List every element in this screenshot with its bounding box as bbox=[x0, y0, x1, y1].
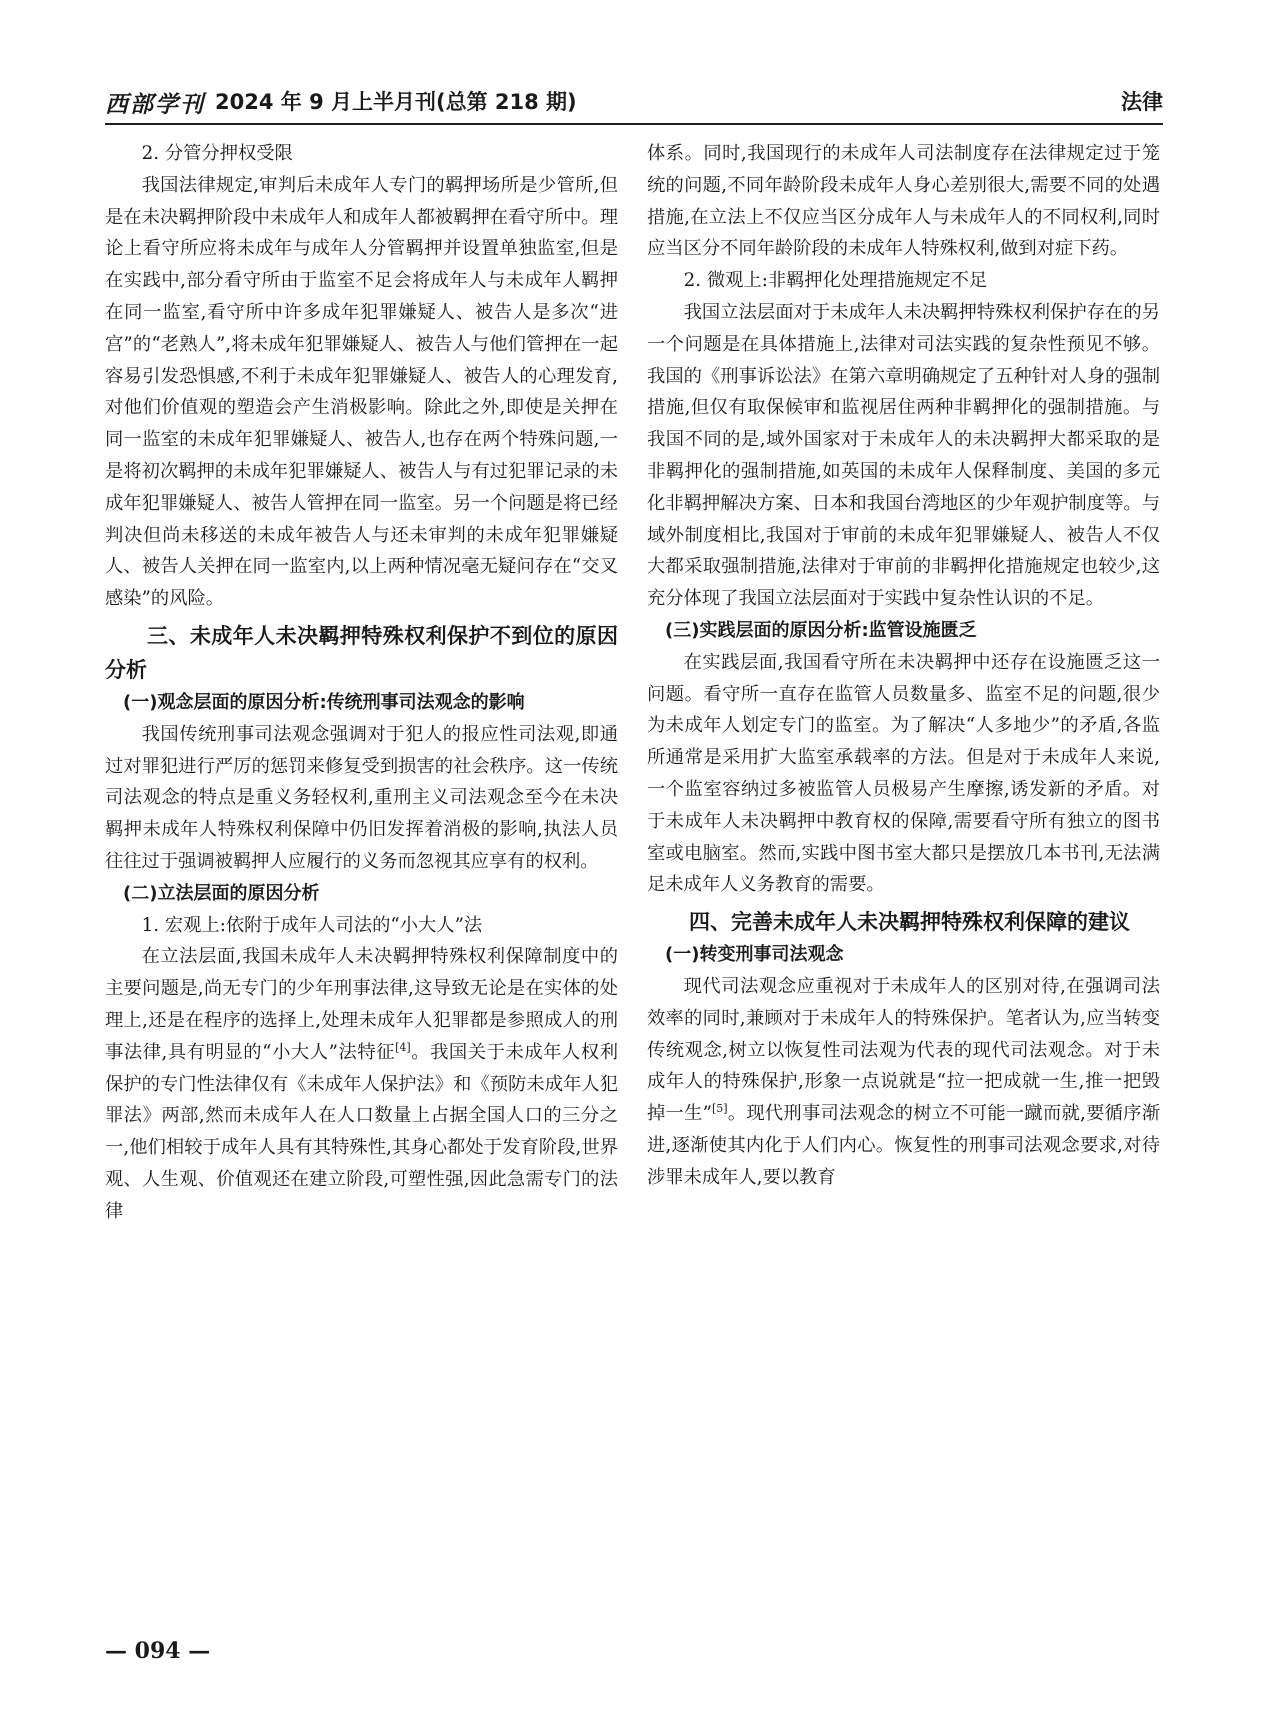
paragraph-text: 现代司法观念应重视对于未成年人的区别对待,在强调司法效率的同时,兼顾对于未成年人的特殊保护。笔者认为,应当转变传统观念,树立以恢复性司法观为代表的现代司法观念。对于未成年人的特殊保护,形象一点说就是“拉一把成就一生,推一把毁掉一生” bbox=[647, 975, 1160, 1125]
paragraph bbox=[105, 941, 618, 1227]
paragraph: 我国立法层面对于未成年人未决羁押特殊权利保护存在的另一个问题是在具体措施上,法律对司法实践的复杂性预见不够。我国的《刑事诉讼法》在第六章明确规定了五种针对人身的强制措施,但仅有取保候审和监视居住两种非羁押化的强制措施。与我国不同的是,域外国家对于未成年人的未决羁押大都采取的是非羁押化的强制措施,如英国的未成年人保释制度、美国的多元化非羁押解决方案、日本和我国台湾地区的少年观护制度等。与域外制度相比,我国对于审前的未成年犯罪嫌疑人、被告人不仅大都采取强制措施,法律对于审前的非羁押化措施规定也较少,这充分体现了我国立法层面对于实践中复杂性认识的不足。 bbox=[647, 301, 1160, 610]
right-column bbox=[647, 138, 1160, 1194]
subsection-title: 2. 分管分押权受限 bbox=[141, 143, 293, 164]
section-name: 法律 bbox=[1121, 90, 1163, 114]
section-heading: 四、完善未成年人未决羁押特殊权利保障的建议 bbox=[689, 910, 1130, 935]
header-divider bbox=[105, 123, 1163, 125]
section-heading: 三、未成年人未决羁押特殊权利保护不到位的原因分析 bbox=[105, 623, 618, 682]
left-column bbox=[105, 138, 618, 1228]
paragraph-text: 在立法层面,我国未成年人未决羁押特殊权利保障制度中的主要问题是,尚无专门的少年刑事法律,这导致无论是在实体的处理上,还是在程序的选择上,处理未成年人犯罪都是参照成人的刑事法律,具有明显的“小大人”法特征 bbox=[105, 946, 618, 1063]
journal-logo: 西部学刊 bbox=[105, 91, 205, 118]
subsection-heading: (三)实践层面的原因分析:监管设施匮乏 bbox=[665, 619, 977, 641]
paragraph-text: 。现代刑事司法观念的树立不可能一蹴而就,要循序渐进,逐渐使其内化于人们内心。恢复性的刑事司法观念要求,对待涉罪未成年人,要以教育 bbox=[647, 1103, 1160, 1188]
paragraph-text: 。我国关于未成年人权利保护的专门性法律仅有《未成年人保护法》和《预防未成年人犯罪法》两部,然而未成年人在人口数量上占据全国人口的三分之一,他们相较于成年人具有其特殊性,其身心都处于发育阶段,世界观、人生观、价值观还在建立阶段,可塑性强,因此急需专门的法律 bbox=[105, 1041, 618, 1222]
subsection-heading: (一)转变刑事司法观念 bbox=[665, 944, 844, 966]
paragraph: 我国传统刑事司法观念强调对于犯人的报应性司法观,即通过对罪犯进行严厉的惩罚来修复受到损害的社会秩序。这一传统司法观念的特点是重义务轻权利,重刑主义司法观念至今在未决羁押未成年人特殊权利保障中仍旧发挥着消极的影响,执法人员往往过于强调被羁押人应履行的义务而忽视其应享有的权利。 bbox=[105, 723, 618, 872]
paragraph: 在实践层面,我国看守所在未决羁押中还存在设施匮乏这一问题。看守所一直存在监管人员数量多、监室不足的问题,很少为未成年人划定专门的监室。为了解决“人多地少”的矛盾,各监所通常是采用扩大监室承载率的方法。但是对于未成年人来说,一个监室容纳过多被监管人员极易产生摩擦,诱发新的矛盾。对于未成年人未决羁押中教育权的保障,需要看守所有独立的图书室或电脑室。然而,实践中图书室大都只是摆放几本书刊,无法满足未成年人义务教育的需要。 bbox=[647, 651, 1160, 896]
page-header bbox=[105, 80, 1163, 120]
citation-ref: [4] bbox=[395, 1040, 411, 1054]
subsection-title: 1. 宏观上:依附于成年人司法的“小大人”法 bbox=[141, 914, 483, 936]
subsection-heading: (二)立法层面的原因分析 bbox=[123, 882, 320, 904]
issue-info: 2024 年 9 月上半月刊(总第 218 期) bbox=[215, 90, 577, 114]
subsection-title: 2. 微观上:非羁押化处理措施规定不足 bbox=[683, 270, 988, 292]
citation-ref: [5] bbox=[711, 1102, 728, 1116]
paragraph: 体系。同时,我国现行的未成年人司法制度存在法律规定过于笼统的问题,不同年龄阶段未成年人身心差别很大,需要不同的处遇措施,在立法上不仅应当区分成年人与未成年人的不同权利,同时应当区分不同年龄阶段的未成年人特殊权利,做到对症下药。 bbox=[647, 143, 1160, 260]
paragraph bbox=[647, 971, 1160, 1194]
paragraph: 我国法律规定,审判后未成年人专门的羁押场所是少管所,但是在未决羁押阶段中未成年人和成年人都被羁押在看守所中。理论上看守所应将未成年与成年人分管羁押并设置单独监室,但是在实践中,部分看守所由于监室不足会将成年人与未成年人羁押在同一监室,看守所中许多成年犯罪嫌疑人、被告人是多次“进宫”的“老熟人”,将未成年犯罪嫌疑人、被告人与他们管押在一起容易引发恐惧感,不利于未成年犯罪嫌疑人、被告人的心理发育,对他们价值观的塑造会产生消极影响。除此之外,即使是关押在同一监室的未成年犯罪嫌疑人、被告人,也存在两个特殊问题,一是将初次羁押的未成年犯罪嫌疑人、被告人与有过犯罪记录的未成年犯罪嫌疑人、被告人管押在同一监室。另一个问题是将已经判决但尚未移送的未成年被告人与还未审判的未成年犯罪嫌疑人、被告人关押在同一监室内,以上两种情况毫无疑问存在“交叉感染”的风险。 bbox=[105, 174, 618, 610]
subsection-heading: (一)观念层面的原因分析:传统刑事司法观念的影响 bbox=[123, 691, 525, 713]
page-number: — 094 — bbox=[105, 1638, 211, 1664]
